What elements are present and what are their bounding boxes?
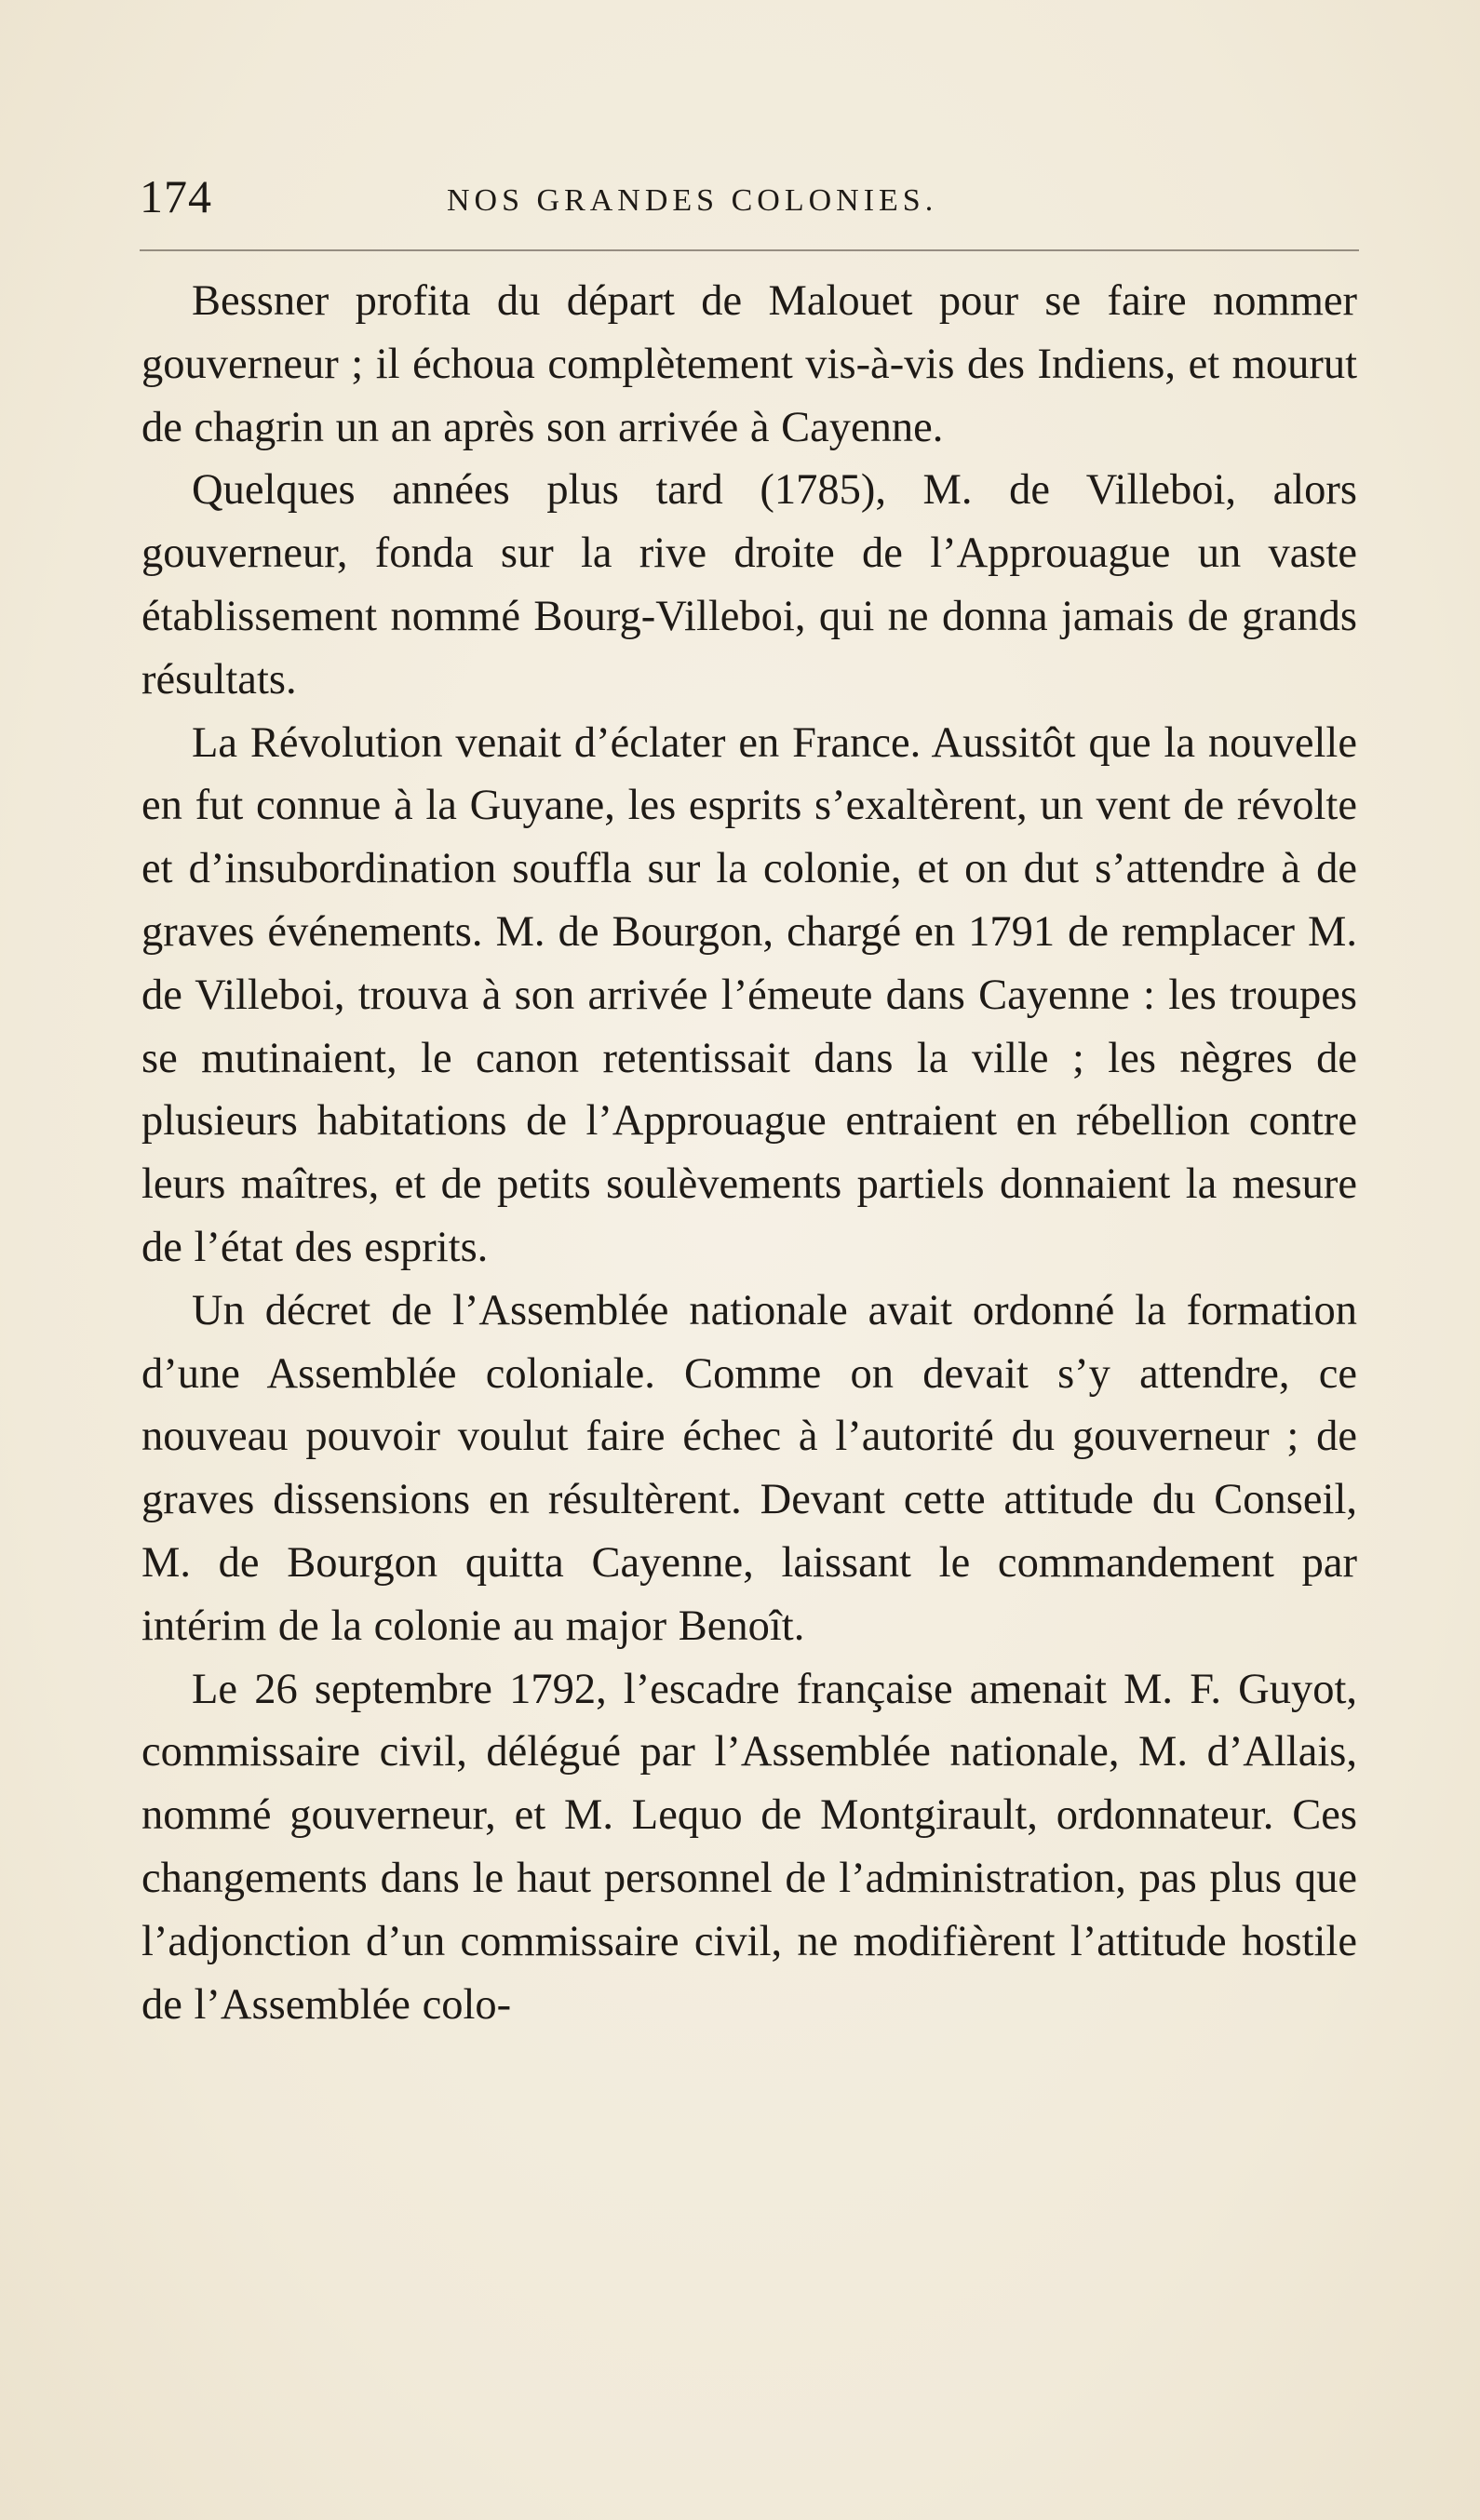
running-title: NOS GRANDES COLONIES.: [447, 183, 938, 218]
paragraph: Un décret de l’Assemblée nationale avait ordonné la formation d’une Assemblée coloniale. Comme on devait s’y attendre, ce nouveau pouvoir voulut faire échec à l’autorité du gouverneur ; de graves dissensions en résultèrent. Devant cette attitude du Conseil, M. de Bourgon quitta Cayenne, laissant le commandement par intérim de la colonie au major Benoît.: [141, 1286, 1357, 1650]
paragraph: Le 26 septembre 1792, l’escadre française amenait M. F. Guyot, commissaire civil, délégué par l’Assemblée nationale, M. d’Allais, nommé gouverneur, et M. Lequo de Montgirault, ordonnateur. Ces changements dans le haut personnel de l’administration, pas plus que l’adjonction d’un commissaire civil, ne modifièrent l’attitude hostile de l’Assemblée colo-: [141, 1665, 1357, 2029]
paragraph: Quelques années plus tard (1785), M. de Villeboi, alors gouverneur, fonda sur la rive droite de l’Approuague un vaste établissement nommé Bourg-Villeboi, qui ne donna jamais de grands résultats.: [141, 466, 1357, 704]
header-rule: [140, 249, 1359, 251]
paragraph: La Révolution venait d’éclater en France. Aussitôt que la nouvelle en fut connue à la Guyane, les esprits s’exaltèrent, un vent de révolte et d’insubordination souffla sur la colonie, et on dut s’attendre à de graves événements. M. de Bourgon, chargé en 1791 de remplacer M. de Villeboi, trouva à son arrivée l’émeute dans Cayenne : les troupes se mutinaient, le canon retentissait dans la ville ; les nègres de plusieurs habitations de l’Approuague entraient en rébellion contre leurs maîtres, et de petits soulèvements partiels donnaient la mesure de l’état des esprits.: [141, 718, 1357, 1271]
page-header: [140, 164, 1359, 229]
paragraph: Bessner profita du départ de Malouet pour se faire nommer gouverneur ; il échoua complètement vis-à-vis des Indiens, et mourut de chagrin un an après son arrivée à Cayenne.: [141, 277, 1357, 451]
page-number: 174: [140, 170, 212, 222]
body-text: [141, 270, 1357, 2036]
